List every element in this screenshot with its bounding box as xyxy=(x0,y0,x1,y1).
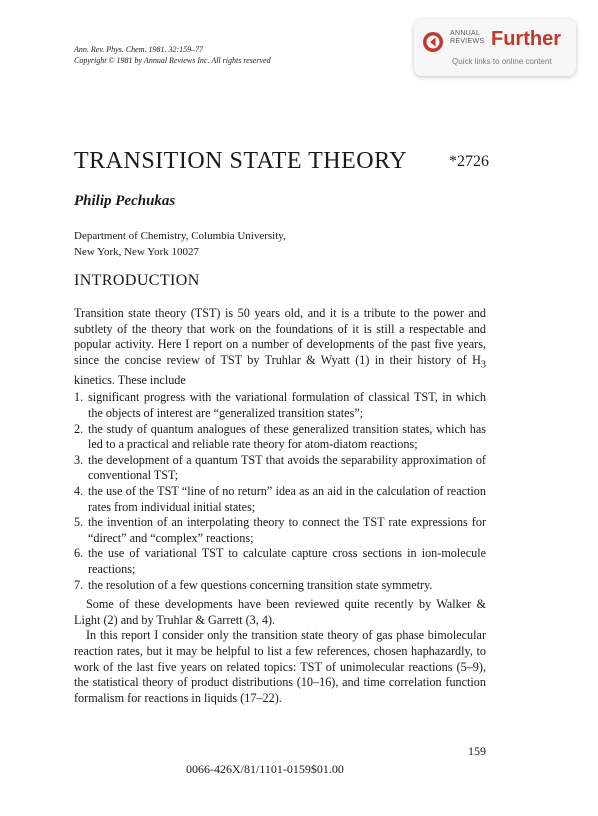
list-item-text: the study of quantum analogues of these generalized transition states, which has led to a practical and reliable rate theory for atom-diatom reactions; xyxy=(88,421,486,452)
list-item xyxy=(74,390,486,421)
list-item-number: 7. xyxy=(74,577,84,592)
list-item xyxy=(74,422,486,453)
page-number: 159 xyxy=(468,744,486,758)
paragraph-3: In this report I consider only the transition state theory of gas phase bimolecular reaction rates, but it may be helpful to list a few references, chosen haphazardly, to work of the last five years on related topics: TST of unimolecular reactions (5–9), the statistical theory of product distributions (10–16), and time correlation function formalism for reactions in liquids (17–22). xyxy=(74,628,486,705)
quick-links-text[interactable]: Quick links to online content xyxy=(452,57,552,66)
brand-name: ANNUAL REVIEWS xyxy=(450,30,485,45)
paragraph-2: Some of these developments have been reviewed quite recently by Walker & Light (2) and by Truhlar & Garrett (3, 4). xyxy=(74,597,486,627)
list-item xyxy=(74,515,486,546)
article-title: TRANSITION STATE THEORY xyxy=(74,148,408,174)
running-header xyxy=(74,44,271,66)
paper-id: *2726 xyxy=(449,153,489,170)
list-item xyxy=(74,546,486,577)
list-item-text: the use of variational TST to calculate capture cross sections in ion-molecule reactions; xyxy=(88,546,486,576)
further-label[interactable]: Further xyxy=(491,28,561,50)
list-item xyxy=(74,484,486,515)
list-item-text: the resolution of a few questions concerning transition state symmetry. xyxy=(88,577,433,592)
article-body xyxy=(74,306,486,706)
list-item xyxy=(74,453,486,484)
affiliation: Department of Chemistry, Columbia University, New York, New York 10027 xyxy=(74,230,286,258)
list-item-text: the invention of an interpolating theory to connect the TST rate expressions for “direct” and “complex” reactions; xyxy=(88,515,486,545)
list-item-number: 2. xyxy=(74,421,84,436)
list-item-number: 5. xyxy=(74,515,84,530)
annual-reviews-logo-icon xyxy=(422,31,444,53)
author-name: Philip Pechukas xyxy=(74,193,176,209)
list-item-number: 4. xyxy=(74,483,84,498)
intro-paragraph: Transition state theory (TST) is 50 years old, and it is a tribute to the power and subtlety of the theory that work on the foundations of it is still a respectable and popular activity. Here I report on a number of developments of the past five years, since the concise review of TST by Truhlar & Wyatt (1) in their history of $H_3$ kinetics. These include xyxy=(74,306,486,387)
list-item-number: 1. xyxy=(74,390,84,405)
list-item-number: 3. xyxy=(74,452,84,467)
further-links-badge[interactable] xyxy=(414,19,576,76)
contribution-list xyxy=(74,390,486,593)
list-item-number: 6. xyxy=(74,546,84,561)
journal-citation: Ann. Rev. Phys. Chem. 1981. 32:159–77 xyxy=(74,45,204,54)
copyright-notice: Copyright © 1981 by Annual Reviews Inc. All rights reserved xyxy=(74,56,271,65)
list-item xyxy=(74,578,486,594)
article-code: 0066-426X/81/1101-0159$01.00 xyxy=(186,762,344,776)
list-item-text: the development of a quantum TST that avoids the separability approximation of conventional TST; xyxy=(88,452,486,483)
section-heading: INTRODUCTION xyxy=(74,272,200,289)
list-item-text: the use of the TST “line of no return” idea as an aid in the calculation of reaction rates from individual initial states; xyxy=(88,483,486,514)
list-item-text: significant progress with the variational formulation of classical TST, in which the objects of interest are “generalized transition states”; xyxy=(88,390,486,420)
